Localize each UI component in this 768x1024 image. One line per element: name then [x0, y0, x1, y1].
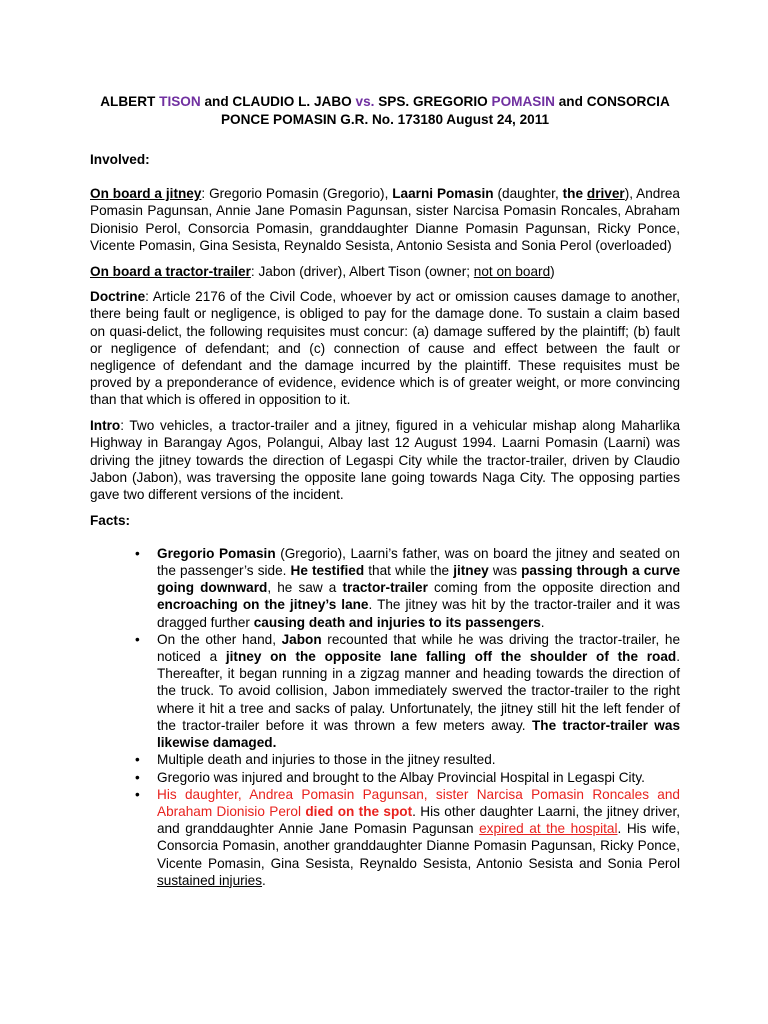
list-item [135, 786, 681, 889]
text-run: sustained injuries [157, 872, 263, 888]
facts-list [90, 545, 680, 889]
bullet-icon: • [135, 631, 140, 647]
text-run: : Jabon (driver), Albert Tison (owner; [250, 263, 474, 279]
text-run: (Gregorio), Laarni’s father, was on board the jitney and seated on the passenger’s side. [157, 545, 680, 579]
doctrine-text: : Article 2176 of the Civil Code, whoever by act or omission causes damage to another, there being fault or negligence, is obliged to pay for the damage done. To sustain a claim based on quasi-delict, the following requisites must concur: (a) damage suffered by the plaintiff; (b) fault or negligence of defendant; and (c) connection of cause and effect between the fault or negligence of defendant and the damage incurred by the plaintiff. These requisites must be proved by a preponderance of evidence, evidence which is of greater weight, or more convincing than that which is offered in opposition to it. [90, 289, 680, 408]
list-item [135, 769, 680, 786]
bullet-icon: • [135, 786, 140, 802]
intro-label: Intro [90, 418, 121, 434]
text-run: died on the spot [305, 803, 413, 819]
list-item [135, 631, 681, 751]
text-run: Gregorio was injured and brought to the Albay Provincial Hospital in Legaspi City. [157, 769, 645, 785]
text-run: Gregorio Pomasin [157, 545, 276, 561]
tractor-label: On board a tractor-trailer [90, 263, 251, 279]
driver-label: driver [586, 186, 625, 202]
not-on-board: not on board [473, 263, 551, 279]
text-run: (daughter, [493, 186, 563, 202]
bullet-icon: • [135, 769, 140, 785]
text-run: causing death and injuries to its passengers [253, 614, 541, 630]
title-line2: PONCE POMASIN G.R. No. 173180 August 24, 2011 [220, 112, 550, 127]
text-run: On the other hand, [157, 631, 282, 647]
laarni-name: Laarni Pomasin [392, 186, 494, 202]
involved-jitney-paragraph [90, 185, 680, 254]
text-run: recounted that while he was driving the tractor-trailer, he noticed a [157, 631, 681, 665]
bullet-icon: • [135, 752, 140, 768]
title-part: and CLAUDIO L. JABO [200, 94, 356, 109]
text-run: . The jitney was hit by the tractor-trailer and it was dragged further [157, 597, 681, 630]
list-item [135, 751, 680, 768]
text-run: tractor-trailer [342, 580, 428, 596]
facts-heading: Facts: [90, 512, 131, 528]
involved-tractor-paragraph [90, 263, 680, 280]
text-run: . His wife, Consorcia Pomasin, another granddaughter Dianne Pomasin Pagunsan, Ricky Ponce, Vicente Pomasin, Gina Sesista, Reynaldo Sesista, Antonio Sesista and Sonia Perol [157, 821, 680, 871]
text-run: the [562, 186, 587, 202]
doctrine-label: Doctrine [90, 289, 146, 305]
intro-paragraph [90, 417, 680, 503]
intro-text: : Two vehicles, a tractor-trailer and a jitney, figured in a vehicular mishap along Maharlika Highway in Barangay Agos, Polangui, Albay last 12 August 1994. Laarni Pomasin (Laarni) was driving the jitney towards the direction of Legaspi City while the tractor-trailer, driven by Claudio Jabon (Jabon), was traversing the opposite lane going towards Naga City. The opposing parties gave two different versions of the incident. [90, 418, 680, 502]
doctrine-paragraph [90, 288, 680, 408]
text-run: coming from the opposite direction and [427, 580, 681, 596]
text-run: , he saw a [267, 580, 343, 596]
title-tison: TISON [159, 94, 201, 109]
case-title [90, 93, 680, 129]
jitney-label: On board a jitney [90, 186, 202, 202]
title-vs: vs. [355, 94, 375, 109]
text-run: jitney on the opposite lane falling off the shoulder of the road [225, 649, 677, 665]
text-run: . [262, 872, 266, 888]
text-run: . Thereafter, it began running in a zigzag manner and heading towards the direction of the truck. To avoid collision, Jabon immediately swerved the tractor-trailer to the right where it hit a tree and sacks of palay. Unfortunately, the jitney still hit the left fender of the tractor-trailer before it was thrown a few meters away. [157, 649, 680, 733]
text-run: The tractor-trailer was likewise damaged. [157, 717, 681, 751]
title-part: and CONSORCIA [554, 94, 670, 109]
text-run: ), Andrea Pomasin Pagunsan, Annie Jane Pomasin Pagunsan, sister Narcisa Pomasin Roncales, Abraham Dionisio Perol, Consorcia Pomasin, granddaughter Dianne Pomasin Pagunsan, Ricky Ponce, Vicente Pomasin, Gina Sesista, Reynaldo Sesista, Antonio Sesista and Sonia Perol (overloaded) [90, 186, 680, 253]
text-run: ) [550, 263, 555, 279]
text-run: Jabon [281, 631, 322, 647]
text-run: Multiple death and injuries to those in the jitney resulted. [157, 752, 496, 768]
list-item [135, 545, 681, 631]
text-run: was [488, 563, 522, 579]
bullet-icon: • [135, 545, 140, 561]
text-run: encroaching on the jitney’s lane [157, 597, 369, 613]
text-run: . His other daughter Laarni, the jitney driver, and granddaughter Annie Jane Pomasin Pagunsan [157, 803, 681, 837]
text-run: . [540, 614, 545, 630]
involved-heading: Involved: [90, 152, 150, 167]
text-run: passing through a curve going downward [157, 563, 681, 596]
text-run: that while the [364, 563, 454, 579]
text-run: jitney [453, 563, 489, 579]
title-pomasin: POMASIN [491, 94, 555, 109]
text-run: expired at the hospital [479, 821, 618, 837]
title-part: SPS. GREGORIO [374, 94, 492, 109]
title-part: ALBERT [100, 94, 160, 109]
text-run: His daughter, Andrea Pomasin Pagunsan, sister Narcisa Pomasin Roncales and Abraham Dionisio Perol [157, 786, 680, 819]
text-run: He testified [290, 563, 365, 579]
text-run: : Gregorio Pomasin (Gregorio), [201, 186, 393, 202]
